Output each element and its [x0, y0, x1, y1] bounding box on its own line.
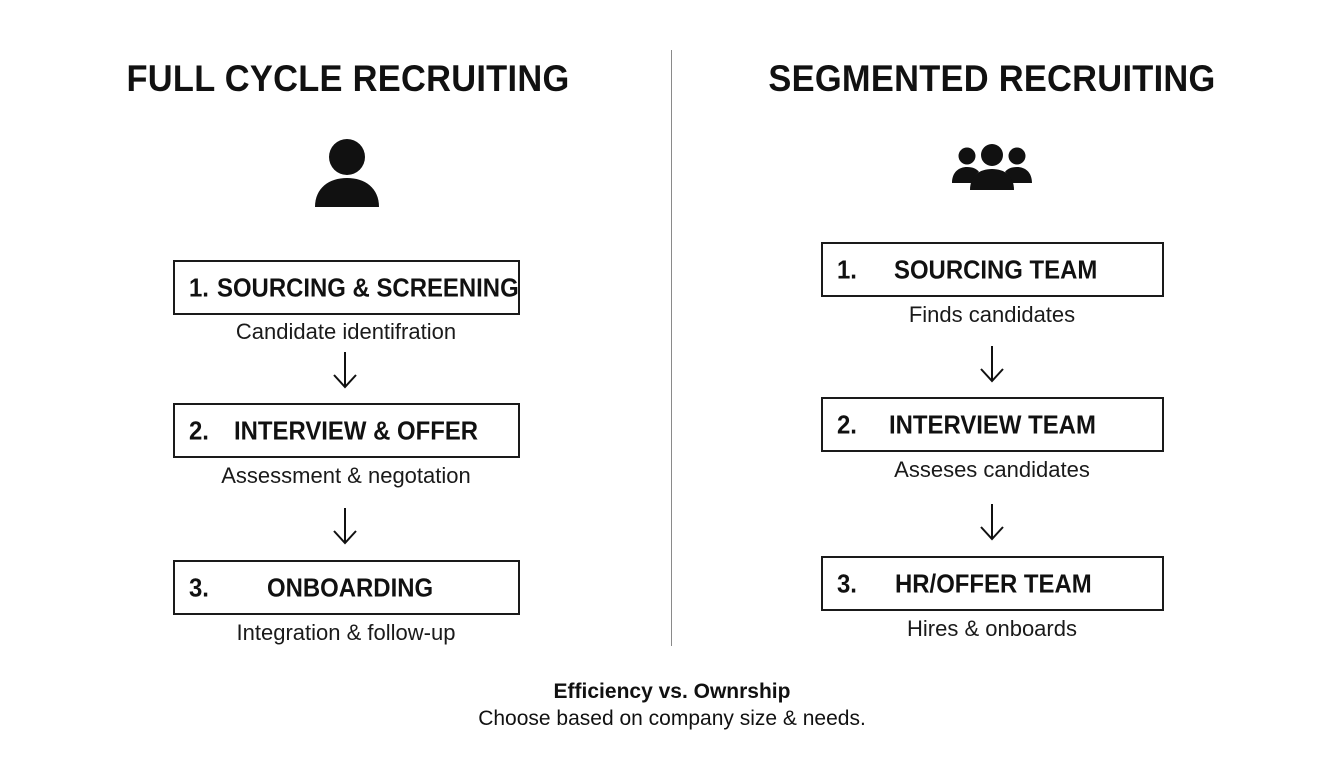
footer-title: Efficiency vs. Ownrship: [553, 680, 791, 703]
left-step-1-number: 1.: [189, 272, 209, 302]
left-arrow-down-icon-1: [331, 350, 359, 390]
right-step-1-number: 1.: [837, 254, 857, 284]
right-step-3-description: Hires & onboards: [907, 616, 1077, 641]
left-step-2-description: Assessment & negotation: [221, 463, 471, 488]
right-step-2-label: INTERVIEW TEAM: [889, 409, 1096, 439]
right-step-2-description: Asseses candidates: [894, 457, 1090, 482]
left-step-3-description: Integration & follow-up: [236, 620, 456, 645]
left-step-1-label: SOURCING & SCREENING: [217, 272, 519, 302]
right-arrow-down-icon-1: [978, 344, 1006, 384]
left-step-1-box: [173, 260, 520, 315]
right-step-1-description: Finds candidates: [908, 302, 1076, 327]
column-divider: [671, 50, 672, 646]
group-people-icon: [951, 143, 1033, 191]
right-step-3-box: [821, 556, 1164, 611]
full-cycle-title: FULL CYCLE RECRUITING: [126, 58, 570, 99]
left-step-3-box: [173, 560, 520, 615]
left-step-2-label: INTERVIEW & OFFER: [234, 415, 479, 445]
right-step-2-number: 2.: [837, 409, 857, 439]
single-person-icon: [313, 138, 381, 208]
right-step-3-number: 3.: [837, 568, 857, 598]
right-step-1-box: [821, 242, 1164, 297]
right-step-1-label: SOURCING TEAM: [894, 254, 1098, 284]
right-arrow-down-icon-2: [978, 502, 1006, 542]
left-step-2-box: [173, 403, 520, 458]
segmented-title: SEGMENTED RECRUITING: [768, 58, 1216, 99]
left-step-3-number: 3.: [189, 572, 209, 602]
left-step-2-number: 2.: [189, 415, 209, 445]
left-step-1-description: Candidate identifration: [235, 319, 457, 344]
left-step-3-label: ONBOARDING: [267, 572, 434, 602]
right-step-2-box: [821, 397, 1164, 452]
right-step-3-label: HR/OFFER TEAM: [895, 568, 1092, 598]
left-arrow-down-icon-2: [331, 506, 359, 546]
footer-subtitle: Choose based on company size & needs.: [478, 707, 866, 730]
